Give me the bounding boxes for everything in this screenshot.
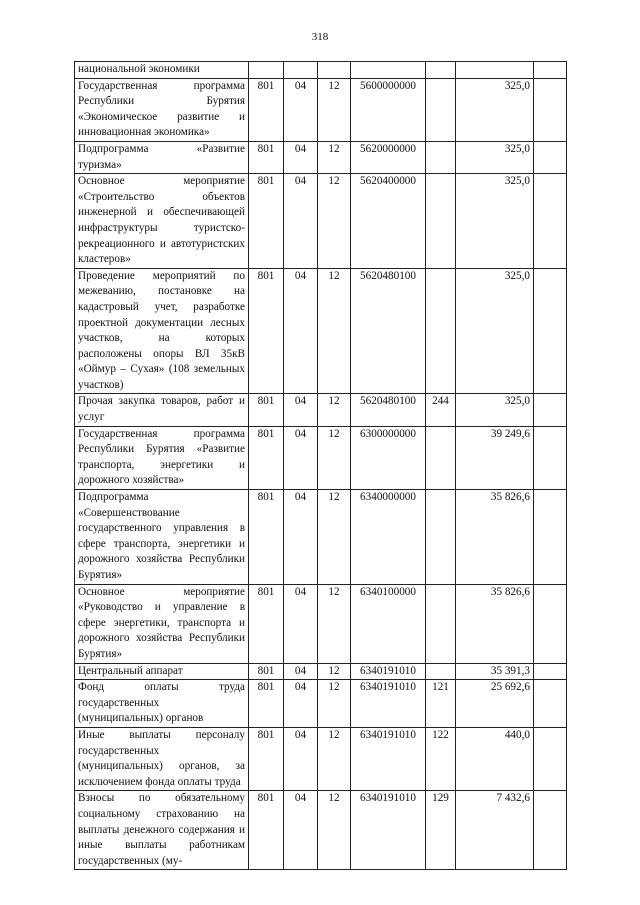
item-name-cell: Подпрограмма «Развитие туризма» bbox=[75, 141, 249, 173]
department-code-cell bbox=[249, 62, 284, 79]
subsection-code-cell: 12 bbox=[318, 680, 351, 728]
section-code-cell: 04 bbox=[284, 584, 318, 663]
empty-cell bbox=[534, 727, 567, 790]
section-code-cell bbox=[284, 62, 318, 79]
department-code-cell: 801 bbox=[249, 584, 284, 663]
department-code-cell: 801 bbox=[249, 394, 284, 426]
target-article-cell: 6300000000 bbox=[351, 426, 426, 489]
section-code-cell: 04 bbox=[284, 490, 318, 585]
section-code-cell: 04 bbox=[284, 426, 318, 489]
subsection-code-cell: 12 bbox=[318, 141, 351, 173]
amount-cell: 440,0 bbox=[456, 727, 534, 790]
item-name-cell: Государственная программа Республики Бурятия «Развитие транспорта, энергетики и дорожного хозяйства» bbox=[75, 426, 249, 489]
empty-cell bbox=[534, 663, 567, 680]
section-code-cell: 04 bbox=[284, 394, 318, 426]
subsection-code-cell: 12 bbox=[318, 663, 351, 680]
department-code-cell: 801 bbox=[249, 426, 284, 489]
empty-cell bbox=[534, 62, 567, 79]
expense-type-cell bbox=[426, 584, 456, 663]
subsection-code-cell: 12 bbox=[318, 268, 351, 394]
subsection-code-cell: 12 bbox=[318, 490, 351, 585]
table-row bbox=[75, 727, 567, 790]
subsection-code-cell: 12 bbox=[318, 791, 351, 870]
section-code-cell: 04 bbox=[284, 174, 318, 269]
subsection-code-cell: 12 bbox=[318, 174, 351, 269]
amount-cell: 35 826,6 bbox=[456, 584, 534, 663]
department-code-cell: 801 bbox=[249, 141, 284, 173]
empty-cell bbox=[534, 584, 567, 663]
table-row bbox=[75, 62, 567, 79]
expense-type-cell: 244 bbox=[426, 394, 456, 426]
table-row bbox=[75, 680, 567, 728]
amount-cell bbox=[456, 62, 534, 79]
expense-type-cell bbox=[426, 62, 456, 79]
empty-cell bbox=[534, 394, 567, 426]
item-name-cell: Государственная программа Республики Бурятия «Экономическое развитие и инновационная экономика» bbox=[75, 78, 249, 141]
target-article-cell: 6340191010 bbox=[351, 663, 426, 680]
expense-type-cell: 122 bbox=[426, 727, 456, 790]
amount-cell: 325,0 bbox=[456, 174, 534, 269]
target-article-cell: 5620400000 bbox=[351, 174, 426, 269]
expense-type-cell bbox=[426, 141, 456, 173]
amount-cell: 39 249,6 bbox=[456, 426, 534, 489]
section-code-cell: 04 bbox=[284, 727, 318, 790]
table-row bbox=[75, 584, 567, 663]
item-name-cell: Центральный аппарат bbox=[75, 663, 249, 680]
subsection-code-cell: 12 bbox=[318, 727, 351, 790]
expense-type-cell bbox=[426, 490, 456, 585]
item-name-cell: Основное мероприятие «Строительство объектов инженерной и обеспечивающей инфраструктуры туристско-рекреационного и автотуристских кластеров» bbox=[75, 174, 249, 269]
empty-cell bbox=[534, 680, 567, 728]
expense-type-cell: 129 bbox=[426, 791, 456, 870]
item-name-cell: Основное мероприятие «Руководство и управление в сфере энергетики, транспорта и дорожного хозяйства Республики Бурятия» bbox=[75, 584, 249, 663]
section-code-cell: 04 bbox=[284, 78, 318, 141]
table-row bbox=[75, 394, 567, 426]
empty-cell bbox=[534, 78, 567, 141]
subsection-code-cell: 12 bbox=[318, 584, 351, 663]
table-row bbox=[75, 791, 567, 870]
subsection-code-cell: 12 bbox=[318, 426, 351, 489]
target-article-cell: 5620000000 bbox=[351, 141, 426, 173]
amount-cell: 325,0 bbox=[456, 78, 534, 141]
subsection-code-cell bbox=[318, 62, 351, 79]
empty-cell bbox=[534, 268, 567, 394]
budget-table bbox=[74, 61, 567, 870]
item-name-cell: Фонд оплаты труда государственных (муниципальных) органов bbox=[75, 680, 249, 728]
section-code-cell: 04 bbox=[284, 663, 318, 680]
empty-cell bbox=[534, 141, 567, 173]
page-number: 318 bbox=[311, 31, 329, 43]
table-row bbox=[75, 426, 567, 489]
amount-cell: 25 692,6 bbox=[456, 680, 534, 728]
item-name-cell: Взносы по обязательному социальному страхованию на выплаты денежного содержания и иные выплаты работникам государственных (му- bbox=[75, 791, 249, 870]
subsection-code-cell: 12 bbox=[318, 394, 351, 426]
amount-cell: 7 432,6 bbox=[456, 791, 534, 870]
table-row bbox=[75, 490, 567, 585]
expense-type-cell: 121 bbox=[426, 680, 456, 728]
item-name-cell: Проведение мероприятий по межеванию, постановке на кадастровый учет, разработке проектной документации лесных участков, на которых расположены опоры ВЛ 35кВ «Оймур – Сухая» (108 земельных участков) bbox=[75, 268, 249, 394]
item-name-cell: национальной экономики bbox=[75, 62, 249, 79]
target-article-cell: 5620480100 bbox=[351, 394, 426, 426]
target-article-cell bbox=[351, 62, 426, 79]
empty-cell bbox=[534, 791, 567, 870]
amount-cell: 325,0 bbox=[456, 394, 534, 426]
item-name-cell: Подпрограмма «Совершенствование государственного управления в сфере транспорта, энергетики и дорожного хозяйства Республики Бурятия» bbox=[75, 490, 249, 585]
department-code-cell: 801 bbox=[249, 174, 284, 269]
amount-cell: 325,0 bbox=[456, 141, 534, 173]
department-code-cell: 801 bbox=[249, 490, 284, 585]
department-code-cell: 801 bbox=[249, 78, 284, 141]
section-code-cell: 04 bbox=[284, 791, 318, 870]
expense-type-cell bbox=[426, 663, 456, 680]
department-code-cell: 801 bbox=[249, 663, 284, 680]
target-article-cell: 6340100000 bbox=[351, 584, 426, 663]
subsection-code-cell: 12 bbox=[318, 78, 351, 141]
amount-cell: 35 826,6 bbox=[456, 490, 534, 585]
section-code-cell: 04 bbox=[284, 268, 318, 394]
target-article-cell: 6340000000 bbox=[351, 490, 426, 585]
section-code-cell: 04 bbox=[284, 680, 318, 728]
department-code-cell: 801 bbox=[249, 680, 284, 728]
item-name-cell: Прочая закупка товаров, работ и услуг bbox=[75, 394, 249, 426]
amount-cell: 35 391,3 bbox=[456, 663, 534, 680]
item-name-cell: Иные выплаты персоналу государственных (муниципальных) органов, за исключением фонда оплаты труда bbox=[75, 727, 249, 790]
table-row bbox=[75, 268, 567, 394]
table-row bbox=[75, 663, 567, 680]
table-row bbox=[75, 174, 567, 269]
expense-type-cell bbox=[426, 426, 456, 489]
target-article-cell: 6340191010 bbox=[351, 791, 426, 870]
expense-type-cell bbox=[426, 174, 456, 269]
target-article-cell: 5620480100 bbox=[351, 268, 426, 394]
amount-cell: 325,0 bbox=[456, 268, 534, 394]
section-code-cell: 04 bbox=[284, 141, 318, 173]
target-article-cell: 6340191010 bbox=[351, 727, 426, 790]
empty-cell bbox=[534, 490, 567, 585]
target-article-cell: 6340191010 bbox=[351, 680, 426, 728]
table-row bbox=[75, 141, 567, 173]
table-row bbox=[75, 78, 567, 141]
expense-type-cell bbox=[426, 268, 456, 394]
expense-type-cell bbox=[426, 78, 456, 141]
department-code-cell: 801 bbox=[249, 268, 284, 394]
empty-cell bbox=[534, 174, 567, 269]
empty-cell bbox=[534, 426, 567, 489]
target-article-cell: 5600000000 bbox=[351, 78, 426, 141]
department-code-cell: 801 bbox=[249, 791, 284, 870]
department-code-cell: 801 bbox=[249, 727, 284, 790]
